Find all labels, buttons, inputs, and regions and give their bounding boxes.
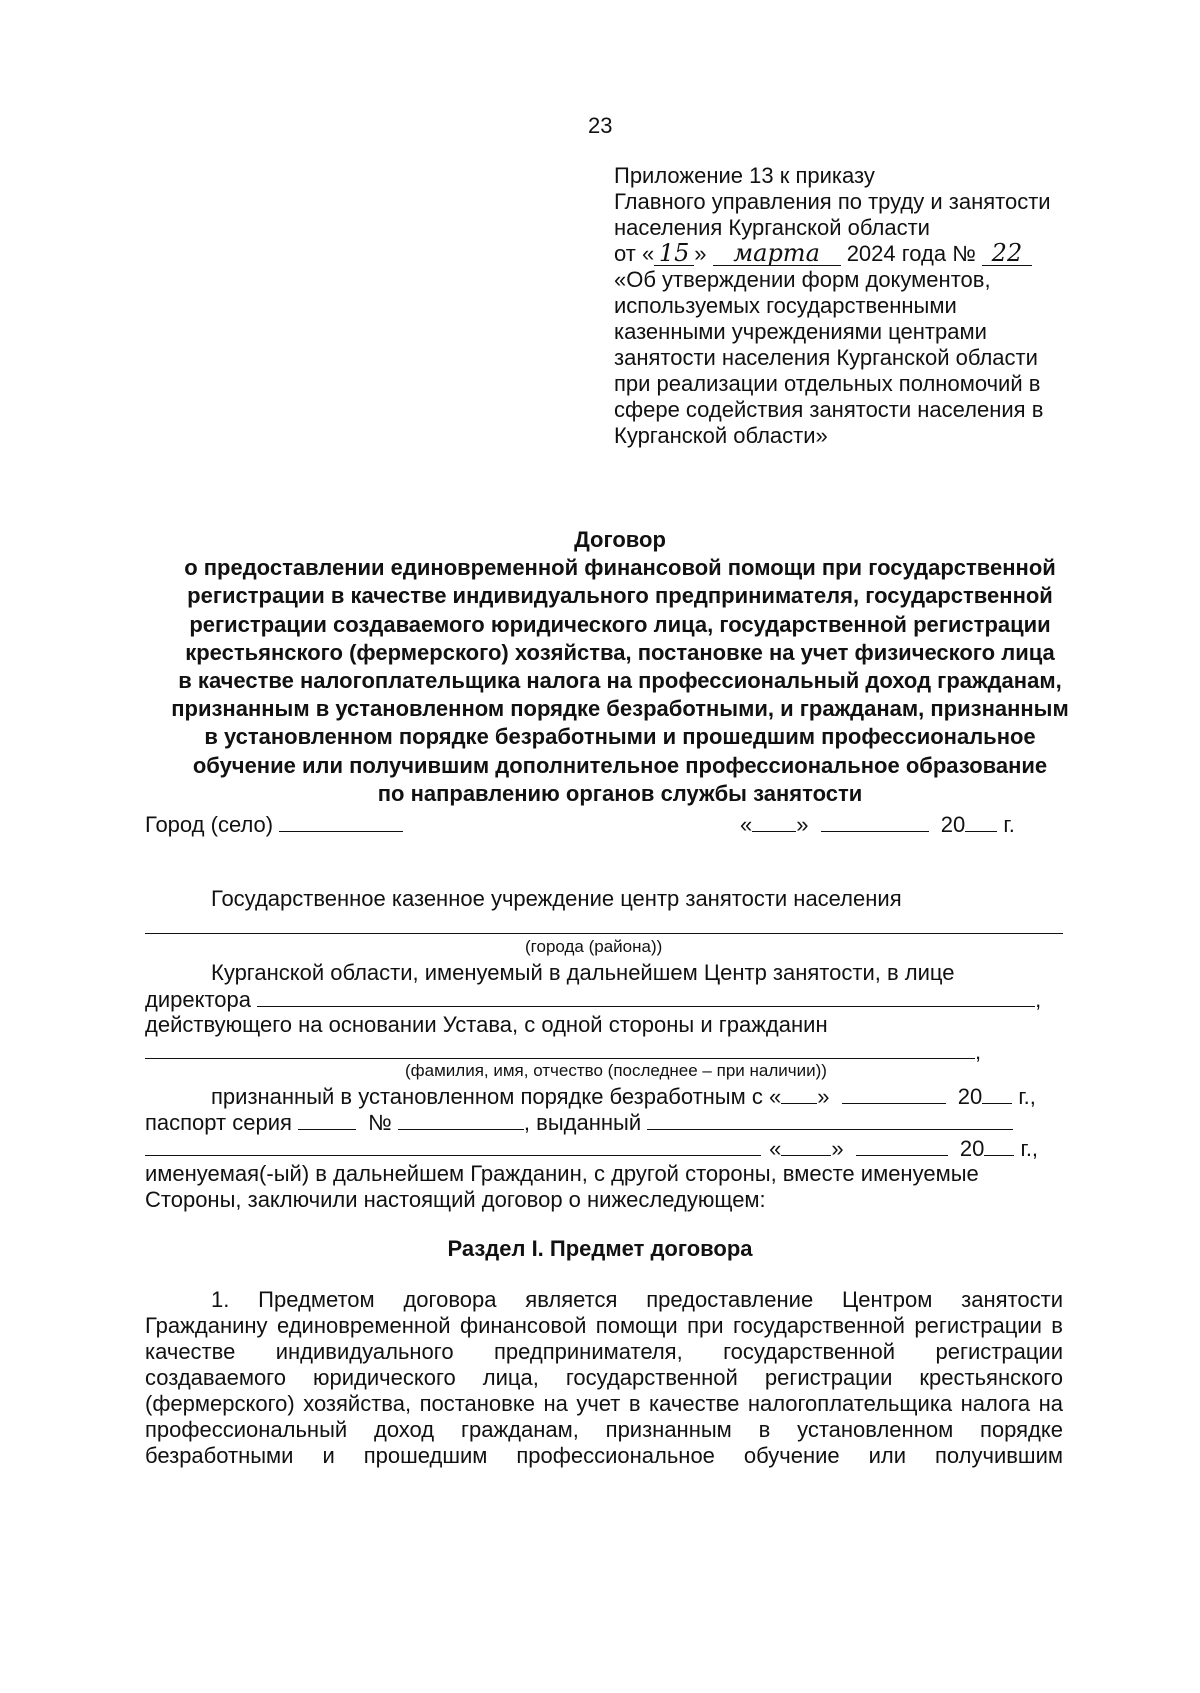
appendix-line: при реализации отдельных полномочий в bbox=[614, 371, 1041, 396]
paragraph-line: профессиональный доход гражданам, признанным в установленном порядке bbox=[145, 1417, 1063, 1442]
city-blank[interactable] bbox=[279, 811, 403, 832]
title-line: признанным в установленном порядке безработными, и гражданам, признанным bbox=[171, 696, 1069, 722]
passport-number-blank[interactable] bbox=[398, 1109, 524, 1130]
date-mid: » bbox=[694, 241, 707, 266]
quote-close: » bbox=[817, 1084, 830, 1109]
city-field bbox=[145, 811, 403, 838]
contract-date-field bbox=[740, 811, 1015, 838]
title-line: регистрации в качестве индивидуального предпринимателя, государственной bbox=[187, 583, 1053, 609]
title-line: по направлению органов службы занятости bbox=[377, 780, 863, 806]
paragraph-line: Гражданину единовременной финансовой помощи при государственной регистрации в bbox=[145, 1313, 1063, 1338]
date-prefix: от « bbox=[614, 241, 655, 266]
comma: , bbox=[1035, 987, 1042, 1012]
issued-date-field bbox=[145, 1135, 1038, 1162]
passport-field bbox=[145, 1109, 1013, 1136]
section-heading: Раздел I. Предмет договора bbox=[447, 1236, 753, 1261]
section1-paragraph bbox=[145, 1287, 1063, 1469]
handwritten-month: марта bbox=[713, 241, 841, 266]
parties-line: Стороны, заключили настоящий договор о нижеследующем: bbox=[145, 1187, 766, 1212]
paragraph-line: создаваемого юридического лица, государственной регистрации крестьянского bbox=[145, 1365, 1063, 1390]
issued-by-blank[interactable] bbox=[647, 1109, 1013, 1130]
appendix-block bbox=[614, 163, 1051, 449]
org-line: Государственное казенное учреждение центр занятости населения bbox=[211, 886, 902, 911]
title-line: о предоставлении единовременной финансовой помощи при государственной bbox=[184, 555, 1056, 581]
title-line: регистрации создаваемого юридического лица, государственной регистрации bbox=[189, 611, 1051, 637]
issued-day-blank[interactable] bbox=[781, 1135, 831, 1156]
quote-close: » bbox=[796, 812, 809, 837]
passport-label: паспорт серия bbox=[145, 1110, 292, 1135]
year-suffix: г., bbox=[1018, 1084, 1036, 1109]
unemployed-field bbox=[211, 1083, 1036, 1110]
paragraph-line: 1. Предметом договора является предоставление Центром занятости bbox=[211, 1287, 1063, 1312]
quote-open: « bbox=[769, 1136, 782, 1161]
quote-close: » bbox=[831, 1136, 844, 1161]
day-blank[interactable] bbox=[752, 811, 796, 832]
unemployed-month-blank[interactable] bbox=[842, 1083, 946, 1104]
citizen-name-blank[interactable] bbox=[145, 1038, 975, 1059]
title-line: в установленном порядке безработными и прошедшим профессиональное bbox=[204, 724, 1036, 750]
appendix-line: Курганской области» bbox=[614, 423, 828, 448]
appendix-line: используемых государственными bbox=[614, 293, 957, 318]
handwritten-day: 15 bbox=[654, 241, 694, 266]
date-year-text: 2024 года № bbox=[846, 241, 976, 266]
year-blank[interactable] bbox=[965, 811, 997, 832]
appendix-line: занятости населения Курганской области bbox=[614, 345, 1038, 370]
appendix-line: «Об утверждении форм документов, bbox=[614, 267, 991, 292]
named-line: именуемая(-ый) в дальнейшем Гражданин, с другой стороны, вместе именуемые bbox=[145, 1161, 979, 1186]
title-line: крестьянского (фермерского) хозяйства, постановке на учет физического лица bbox=[185, 639, 1055, 665]
unemployed-year-blank[interactable] bbox=[982, 1083, 1012, 1104]
page-number: 23 bbox=[588, 113, 613, 138]
appendix-date-line bbox=[614, 241, 1051, 267]
region-line: Курганской области, именуемый в дальнейшем Центр занятости, в лице bbox=[211, 960, 955, 985]
acting-line: действующего на основании Устава, с одной стороны и гражданин bbox=[145, 1012, 828, 1037]
paragraph-line: (фермерского) хозяйства, постановке на учет в качестве налогоплательщика налога на bbox=[145, 1391, 1063, 1416]
comma: , bbox=[975, 1039, 982, 1064]
appendix-line: сфере содействия занятости населения в bbox=[614, 397, 1044, 422]
quote-open: « bbox=[740, 812, 753, 837]
year-suffix: г., bbox=[1020, 1136, 1039, 1161]
year-prefix: 20 bbox=[959, 1136, 985, 1161]
passport-series-blank[interactable] bbox=[298, 1109, 356, 1130]
title-heading: Договор bbox=[574, 527, 666, 552]
paragraph-line: безработными и прошедшим профессиональное обучение или получившим bbox=[145, 1443, 1063, 1468]
appendix-line: Главного управления по труду и занятости bbox=[614, 189, 1051, 214]
appendix-line: Приложение 13 к приказу bbox=[614, 163, 875, 188]
handwritten-order-number: 22 bbox=[982, 241, 1032, 266]
appendix-line: казенными учреждениями центрами bbox=[614, 319, 987, 344]
unemployed-day-blank[interactable] bbox=[781, 1083, 817, 1104]
title-line: в качестве налогоплательщика налога на профессиональный доход гражданам, bbox=[178, 668, 1062, 694]
issued-month-blank[interactable] bbox=[856, 1135, 948, 1156]
issued-year-blank[interactable] bbox=[984, 1135, 1014, 1156]
director-label: директора bbox=[145, 987, 252, 1012]
issued-by-blank-2[interactable] bbox=[145, 1135, 761, 1156]
director-field bbox=[145, 986, 1041, 1013]
year-suffix: г. bbox=[1003, 812, 1015, 837]
name-hint: (фамилия, имя, отчество (последнее – при наличии)) bbox=[405, 1061, 827, 1080]
month-blank[interactable] bbox=[821, 811, 929, 832]
unemployed-label: признанный в установленном порядке безработным с « bbox=[211, 1084, 782, 1109]
title-line: обучение или получившим дополнительное профессиональное образование bbox=[192, 752, 1048, 778]
city-label: Город (село) bbox=[145, 812, 274, 837]
director-blank[interactable] bbox=[257, 986, 1035, 1007]
issued-label: , выданный bbox=[523, 1110, 642, 1135]
year-prefix: 20 bbox=[940, 812, 966, 837]
paragraph-line: качестве индивидуального предпринимателя, государственной регистрации bbox=[145, 1339, 1063, 1364]
number-sign: № bbox=[368, 1110, 392, 1135]
org-blank[interactable] bbox=[145, 933, 1063, 934]
contract-title bbox=[120, 526, 1120, 808]
appendix-line: населения Курганской области bbox=[614, 215, 930, 240]
year-prefix: 20 bbox=[957, 1084, 983, 1109]
org-hint: (города (района)) bbox=[525, 937, 663, 956]
